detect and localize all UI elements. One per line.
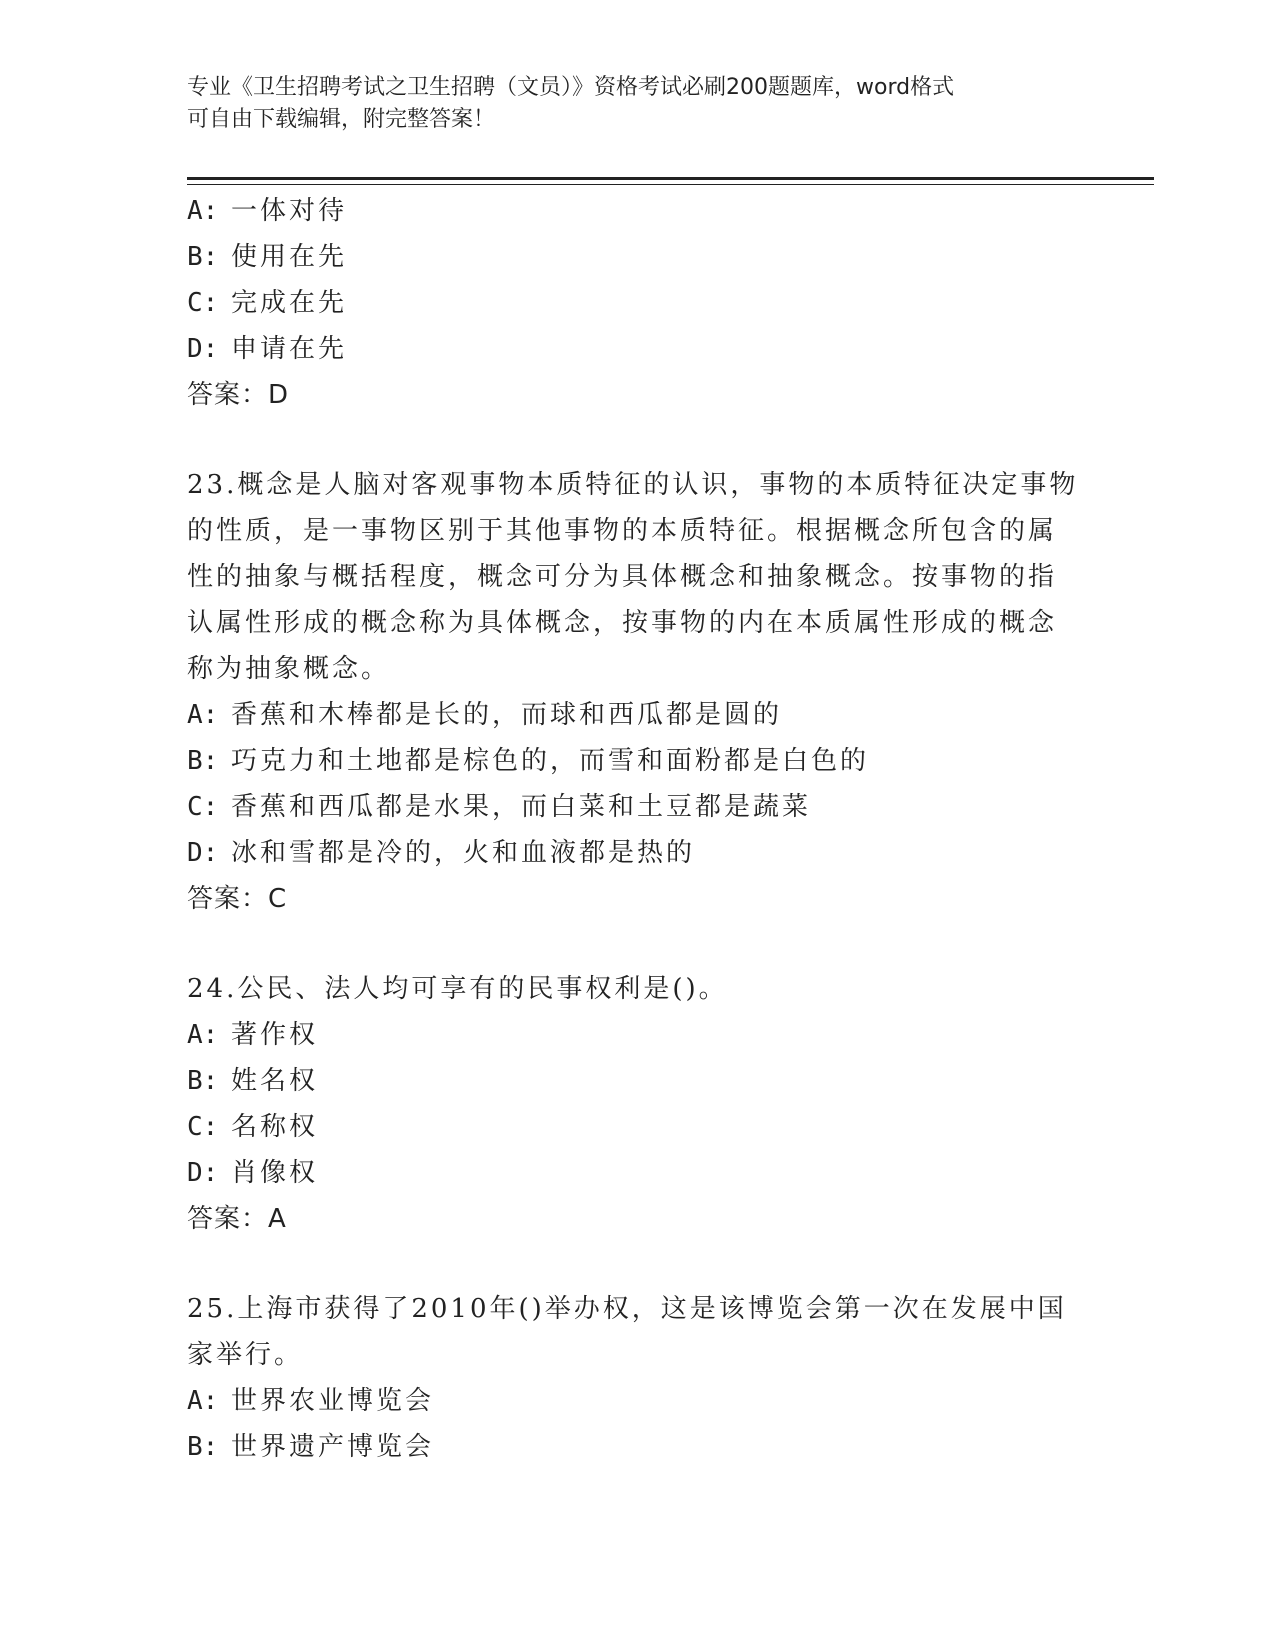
option-a: A: 香蕉和木棒都是长的，而球和西瓜都是圆的 — [187, 700, 783, 730]
header-title-line-2: 可自由下载编辑，附完整答案！ — [187, 107, 496, 132]
question-23 — [187, 462, 1087, 922]
answer: 答案：D — [187, 380, 290, 410]
option-d: D: 申请在先 — [187, 334, 348, 364]
spacer — [187, 1242, 1087, 1286]
option-a: A: 著作权 — [187, 1020, 319, 1050]
question-25 — [187, 1286, 1087, 1470]
question-text-line: 家举行。 — [187, 1340, 304, 1370]
option-c: C: 完成在先 — [187, 288, 348, 318]
header-title-line-1: 专业《卫生招聘考试之卫生招聘（文员）》资格考试必刷200题题库，word格式 — [187, 75, 955, 100]
question-text-line: 的性质，是一事物区别于其他事物的本质特征。根据概念所包含的属 — [187, 516, 1058, 546]
question-text-line: 性的抽象与概括程度，概念可分为具体概念和抽象概念。按事物的指 — [187, 562, 1058, 592]
question-text-line: 24.公民、法人均可享有的民事权利是()。 — [187, 974, 728, 1004]
header-divider-thick — [187, 177, 1154, 180]
question-content — [187, 188, 1087, 1470]
question-24 — [187, 966, 1087, 1242]
option-a: A: 一体对待 — [187, 196, 348, 226]
option-b: B: 巧克力和土地都是棕色的，而雪和面粉都是白色的 — [187, 746, 870, 776]
question-22 — [187, 188, 1087, 418]
option-b: B: 使用在先 — [187, 242, 348, 272]
question-text-line: 称为抽象概念。 — [187, 654, 391, 684]
question-text-line: 认属性形成的概念称为具体概念，按事物的内在本质属性形成的概念 — [187, 608, 1058, 638]
spacer — [187, 418, 1087, 462]
spacer — [187, 922, 1087, 966]
option-c: C: 香蕉和西瓜都是水果，而白菜和土豆都是蔬菜 — [187, 792, 812, 822]
option-b: B: 世界遗产博览会 — [187, 1432, 435, 1462]
option-b: B: 姓名权 — [187, 1066, 319, 1096]
question-text-line: 23.概念是人脑对客观事物本质特征的认识，事物的本质特征决定事物 — [187, 470, 1079, 500]
answer: 答案：A — [187, 1204, 287, 1234]
option-d: D: 肖像权 — [187, 1158, 319, 1188]
question-text-line: 25.上海市获得了2010年()举办权，这是该博览会第一次在发展中国 — [187, 1294, 1067, 1324]
option-c: C: 名称权 — [187, 1112, 319, 1142]
option-d: D: 冰和雪都是冷的，火和血液都是热的 — [187, 838, 696, 868]
document-header — [187, 72, 1067, 136]
answer: 答案：C — [187, 884, 288, 914]
option-a: A: 世界农业博览会 — [187, 1386, 435, 1416]
header-divider-thin — [187, 184, 1154, 185]
